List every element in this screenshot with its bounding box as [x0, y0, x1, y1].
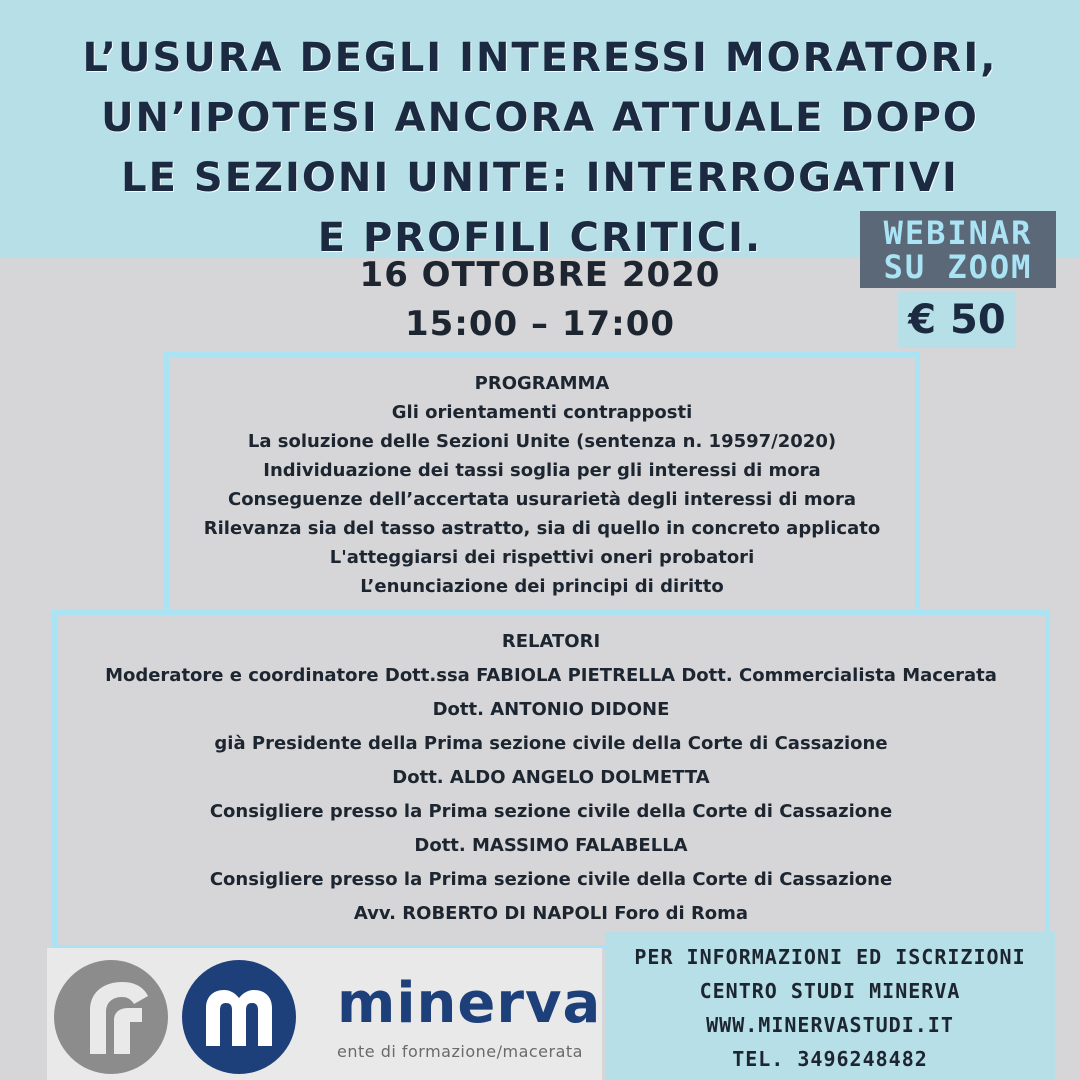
relatori-line: Consigliere presso la Prima sezione civile della Corte di Cassazione	[209, 869, 893, 890]
event-time: 15:00 – 17:00	[404, 304, 676, 344]
programma-item: Rilevanza sia del tasso astratto, sia di quello in concreto applicato	[203, 518, 881, 539]
brand-name: minerva	[337, 971, 602, 1036]
relatori-line: Moderatore e coordinatore Dott.ssa FABIOLA PIETRELLA Dott. Commercialista Macerata	[105, 665, 997, 686]
info-phone[interactable]: TEL. 3496248482	[732, 1047, 928, 1071]
title-line: LE SEZIONI UNITE: INTERROGATIVI	[121, 155, 959, 201]
webinar-badge-line1: WEBINAR	[883, 213, 1033, 252]
price-tag: € 50	[898, 292, 1016, 348]
logo-area	[47, 948, 602, 1080]
webinar-badge-line2: SU ZOOM	[883, 247, 1033, 286]
event-date: 16 OTTOBRE 2020	[359, 255, 721, 295]
programma-item: L’enunciazione dei principi di diritto	[360, 576, 724, 597]
programma-heading: PROGRAMMA	[474, 373, 610, 394]
programma-box	[164, 352, 920, 620]
relatori-line: Dott. MASSIMO FALABELLA	[414, 835, 688, 856]
partner-logo-icon	[52, 958, 170, 1076]
contact-info	[605, 932, 1055, 1080]
relatori-heading: RELATORI	[501, 631, 601, 652]
info-organization: CENTRO STUDI MINERVA	[699, 979, 961, 1003]
programma-item: La soluzione delle Sezioni Unite (sentenza n. 19597/2020)	[247, 431, 837, 452]
relatori-line: Dott. ALDO ANGELO DOLMETTA	[392, 767, 710, 788]
webinar-badge	[860, 211, 1056, 288]
relatori-line: Avv. ROBERTO DI NAPOLI Foro di Roma	[353, 903, 749, 924]
title-line: UN’IPOTESI ANCORA ATTUALE DOPO	[101, 95, 979, 141]
programma-item: Gli orientamenti contrapposti	[391, 402, 693, 423]
programma-item: Conseguenze dell’accertata usurarietà degli interessi di mora	[227, 489, 857, 510]
title-line: L’USURA DEGLI INTERESSI MORATORI,	[82, 35, 998, 81]
relatori-line: Consigliere presso la Prima sezione civile della Corte di Cassazione	[209, 801, 893, 822]
relatori-line: già Presidente della Prima sezione civile della Corte di Cassazione	[214, 733, 888, 754]
minerva-logo-icon	[180, 958, 298, 1076]
relatori-line: Dott. ANTONIO DIDONE	[432, 699, 670, 720]
brand-tagline: ente di formazione/macerata	[337, 1042, 583, 1061]
title-line: E PROFILI CRITICI.	[317, 215, 763, 261]
programma-item: L'atteggiarsi dei rispettivi oneri probatori	[329, 547, 755, 568]
relatori-box	[52, 610, 1050, 950]
info-heading: PER INFORMAZIONI ED ISCRIZIONI	[634, 945, 1026, 969]
programma-item: Individuazione dei tassi soglia per gli interessi di mora	[263, 460, 821, 481]
info-website-link[interactable]: WWW.MINERVASTUDI.IT	[706, 1013, 954, 1037]
